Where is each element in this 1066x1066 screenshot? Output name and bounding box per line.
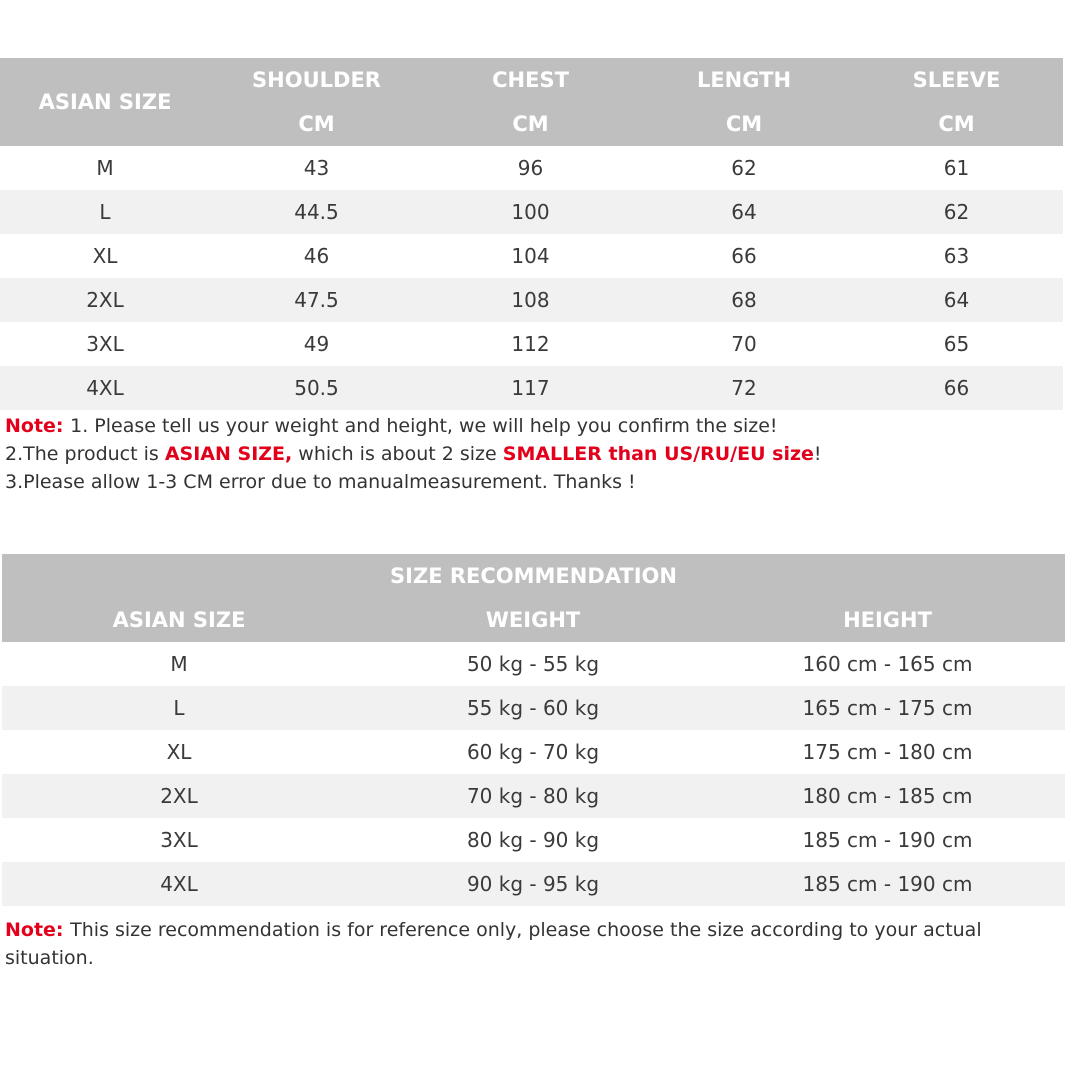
note-smaller-warning: SMALLER than US/RU/EU size: [502, 443, 814, 465]
height-cell: 175 cm - 180 cm: [802, 740, 973, 764]
header-sleeve: SLEEVE: [912, 68, 1001, 92]
size-cell: 4XL: [160, 872, 198, 896]
shoulder-cell: 46: [303, 244, 330, 268]
size-cell: 3XL: [160, 828, 198, 852]
size-chart-table: [0, 58, 1063, 410]
header-asian-size: ASIAN SIZE: [38, 90, 172, 114]
length-cell: 64: [731, 200, 757, 224]
size-cell: 2XL: [160, 784, 198, 808]
chest-cell: 96: [517, 156, 544, 180]
size-recommendation-table: [2, 554, 1065, 906]
note-text-1: 1. Please tell us your weight and height, we will help you confirm the size!: [70, 415, 778, 437]
note-label: Note:: [5, 919, 71, 941]
table-row: [2, 774, 1065, 818]
chest-cell: 112: [511, 332, 550, 356]
shoulder-cell: 50.5: [294, 376, 339, 400]
chest-cell: 104: [511, 244, 550, 268]
table-row: [2, 642, 1065, 686]
size-chart-header: [0, 58, 1063, 146]
length-cell: 72: [731, 376, 757, 400]
size-cell: XL: [92, 244, 118, 268]
shoulder-cell: 43: [303, 156, 330, 180]
header-length-unit: CM: [725, 112, 763, 136]
weight-cell: 90 kg - 95 kg: [466, 872, 600, 896]
chest-cell: 108: [511, 288, 550, 312]
chest-cell: 117: [511, 376, 550, 400]
length-cell: 68: [731, 288, 757, 312]
header-chest: CHEST: [492, 68, 569, 92]
shoulder-cell: 47.5: [294, 288, 339, 312]
height-cell: 165 cm - 175 cm: [802, 696, 973, 720]
size-cell: M: [96, 156, 114, 180]
table-row: [0, 146, 1063, 190]
table-row: [2, 730, 1065, 774]
table-row: [2, 818, 1065, 862]
note-text-2e: !: [813, 443, 822, 465]
size-chart-notes: [5, 412, 1060, 496]
length-cell: 62: [731, 156, 757, 180]
shoulder-cell: 49: [303, 332, 330, 356]
weight-cell: 70 kg - 80 kg: [466, 784, 600, 808]
note-line-2: [5, 440, 1060, 468]
weight-cell: 60 kg - 70 kg: [466, 740, 600, 764]
table-row: [0, 234, 1063, 278]
sleeve-cell: 63: [943, 244, 970, 268]
recommendation-title: SIZE RECOMMENDATION: [390, 564, 677, 588]
sleeve-cell: 61: [943, 156, 970, 180]
table-row: [0, 190, 1063, 234]
note-text: This size recommendation is for reference only, please choose the size according to your actual situation.: [5, 919, 982, 969]
table-row: [2, 862, 1065, 906]
size-cell: XL: [166, 740, 192, 764]
sleeve-cell: 65: [943, 332, 970, 356]
header-sleeve-unit: CM: [938, 112, 975, 136]
header-height: HEIGHT: [843, 608, 932, 632]
size-cell: 3XL: [86, 332, 124, 356]
note-asian-size: ASIAN SIZE,: [164, 443, 293, 465]
length-cell: 70: [731, 332, 757, 356]
table-row: [2, 686, 1065, 730]
shoulder-cell: 44.5: [294, 200, 339, 224]
table-row: [0, 322, 1063, 366]
weight-cell: 80 kg - 90 kg: [466, 828, 600, 852]
header-asian-size: ASIAN SIZE: [112, 608, 246, 632]
sleeve-cell: 64: [943, 288, 970, 312]
recommendation-notes: [5, 916, 1055, 972]
height-cell: 180 cm - 185 cm: [802, 784, 973, 808]
size-cell: 2XL: [86, 288, 124, 312]
weight-cell: 55 kg - 60 kg: [466, 696, 600, 720]
note-text-2a: 2.The product is: [5, 443, 165, 465]
header-shoulder-unit: CM: [298, 112, 335, 136]
size-cell: L: [99, 200, 111, 224]
size-cell: L: [173, 696, 185, 720]
height-cell: 160 cm - 165 cm: [802, 652, 973, 676]
table-row: [0, 366, 1063, 410]
sleeve-cell: 66: [943, 376, 970, 400]
size-cell: 4XL: [86, 376, 124, 400]
note-text-2c: which is about 2 size: [292, 443, 503, 465]
length-cell: 66: [731, 244, 757, 268]
note-label: Note:: [5, 415, 71, 437]
table-row: [0, 278, 1063, 322]
header-weight: WEIGHT: [485, 608, 581, 632]
height-cell: 185 cm - 190 cm: [802, 828, 973, 852]
recommendation-header: [2, 554, 1065, 642]
note-line-1: [5, 412, 1060, 440]
size-cell: M: [170, 652, 188, 676]
chest-cell: 100: [511, 200, 550, 224]
header-length: LENGTH: [696, 68, 792, 92]
header-chest-unit: CM: [512, 112, 549, 136]
note-line-3: 3.Please allow 1-3 CM error due to manualmeasurement. Thanks !: [5, 471, 636, 493]
sleeve-cell: 62: [943, 200, 970, 224]
height-cell: 185 cm - 190 cm: [802, 872, 973, 896]
header-shoulder: SHOULDER: [252, 68, 381, 92]
weight-cell: 50 kg - 55 kg: [466, 652, 600, 676]
